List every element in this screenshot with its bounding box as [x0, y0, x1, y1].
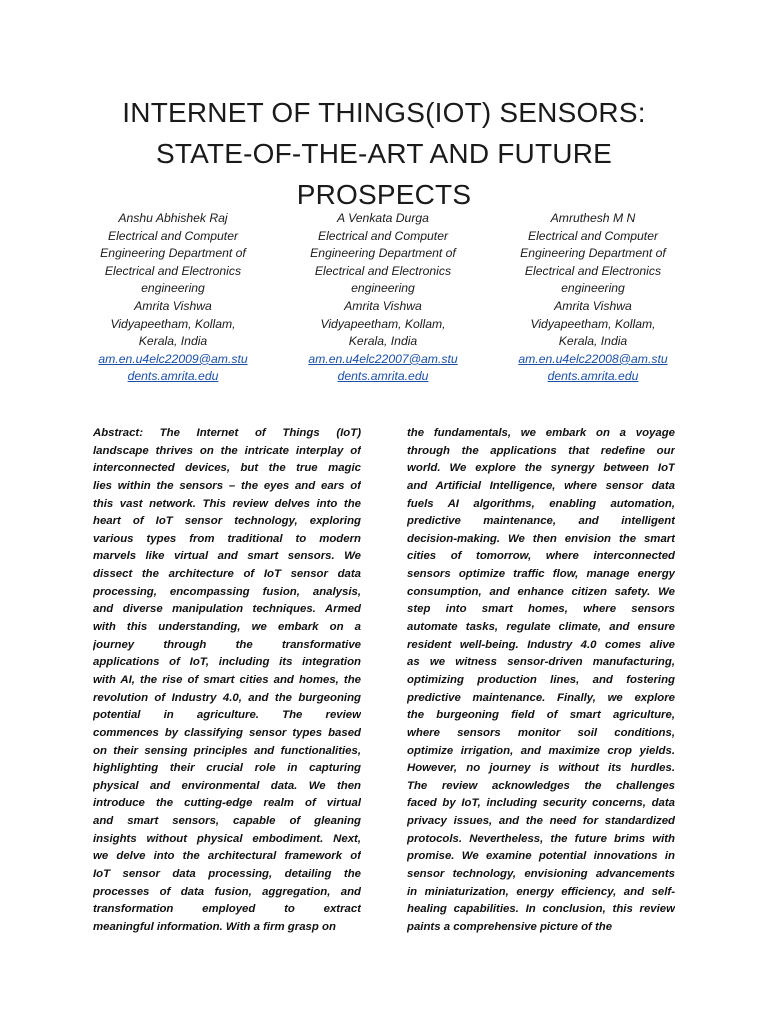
- author-email-link[interactable]: am.en.u4elc22009@am.stu: [98, 351, 248, 366]
- abstract-line: faced by IoT, including security concerns, data: [407, 797, 675, 810]
- abstract-line: resident well-being. Industry 4.0 comes alive: [407, 638, 675, 651]
- abstract-line: world. We explore the synergy between IoT: [407, 462, 675, 475]
- author-affiliation-line: Electrical and Electronics: [104, 263, 242, 278]
- author-affiliation-line: Amrita Vishwa: [344, 298, 422, 313]
- author-affiliation-line: Vidyapeetham, Kollam,: [320, 316, 446, 331]
- author-affiliation-line: Engineering Department of: [310, 246, 456, 261]
- abstract-line: heart of IoT sensor technology, exploring: [93, 515, 361, 528]
- abstract-line: on their sensing principles and functionalities,: [93, 744, 361, 757]
- author-email-link[interactable]: dents.amrita.edu: [337, 369, 429, 384]
- author-affiliation-line: Amrita Vishwa: [554, 298, 632, 313]
- author-affiliation-line: Vidyapeetham, Kollam,: [530, 316, 656, 331]
- author-affiliation-line: Electrical and Electronics: [314, 263, 452, 278]
- author-affiliation-line: Electrical and Computer: [317, 228, 449, 243]
- paper-title: [70, 92, 698, 215]
- abstract-line: introduce the cutting-edge realm of virtual: [93, 797, 361, 810]
- author-affiliation-line: Vidyapeetham, Kollam,: [110, 316, 236, 331]
- abstract-line: sensor technology, envisioning advancements: [407, 868, 675, 881]
- abstract-line: journey through the transformative: [93, 638, 361, 651]
- abstract-line: landscape thrives on the intricate interplay of: [93, 444, 361, 457]
- abstract-line: predictive maintenance, and intelligent: [407, 515, 675, 528]
- abstract-line: step into smart homes, where sensors: [407, 603, 675, 616]
- author-affiliation-line: engineering: [561, 281, 625, 296]
- author-affiliation-line: engineering: [141, 281, 205, 296]
- author-email-link[interactable]: am.en.u4elc22007@am.stu: [308, 351, 458, 366]
- author-3: [508, 210, 678, 386]
- abstract-line: cities of tomorrow, where interconnected: [407, 550, 675, 563]
- abstract-line: predictive maintenance. Finally, we explore: [407, 691, 675, 704]
- abstract-line: as we witness sensor-driven manufacturing,: [407, 656, 675, 669]
- abstract-line: promise. We examine potential innovations in: [407, 850, 675, 863]
- abstract-line: protocols. Nevertheless, the future brims with: [407, 832, 675, 845]
- author-email-link[interactable]: dents.amrita.edu: [127, 369, 219, 384]
- author-affiliation-line: Kerala, India: [138, 334, 208, 349]
- author-affiliation-line: Engineering Department of: [100, 246, 246, 261]
- title-line: INTERNET OF THINGS(IOT) SENSORS:: [122, 97, 646, 128]
- abstract-line: consumption, and enhance citizen safety. We: [407, 585, 675, 598]
- author-name: A Venkata Durga: [337, 211, 429, 225]
- abstract-line: dissect the architecture of IoT sensor data: [93, 568, 361, 581]
- abstract-left-column: [93, 425, 361, 937]
- abstract-line: automate tasks, regulate climate, and ensure: [407, 621, 675, 634]
- abstract-line: optimize irrigation, and maximize crop yields.: [407, 744, 675, 757]
- abstract-line: physical and environmental data. We then: [93, 779, 361, 792]
- abstract-line: this vast network. This review delves into the: [93, 497, 361, 510]
- abstract-line: and Artificial Intelligence, where sensor data: [407, 479, 675, 492]
- abstract-line: marvels like virtual and smart sensors. We: [93, 550, 361, 563]
- author-name: Anshu Abhishek Raj: [118, 211, 228, 225]
- abstract-line: highlighting their crucial role in capturing: [93, 762, 361, 775]
- abstract-line: commences by classifying sensor types based: [93, 726, 361, 739]
- abstract-line: with this understanding, we embark on a: [93, 621, 361, 634]
- abstract-line: in miniaturization, energy efficiency, and self-: [407, 885, 675, 898]
- abstract-line: processing, encompassing fusion, analysis,: [93, 585, 361, 598]
- author-affiliation-line: Electrical and Electronics: [524, 263, 662, 278]
- abstract-line: IoT sensor data processing, detailing the: [93, 868, 361, 881]
- abstract-line: lies within the sensors – the eyes and ears of: [93, 479, 361, 492]
- abstract-line: optimizing production lines, and fostering: [407, 673, 675, 686]
- abstract-line: The review acknowledges the challenges: [407, 779, 675, 792]
- author-affiliation-line: Electrical and Computer: [527, 228, 659, 243]
- author-affiliation-line: engineering: [351, 281, 415, 296]
- abstract-line: and diverse manipulation techniques. Armed: [93, 603, 361, 616]
- abstract-line: privacy issues, and the need for standardized: [407, 815, 675, 828]
- abstract-line: we delve into the architectural framework of: [93, 850, 361, 863]
- abstract-line: interconnected devices, but the true magic: [93, 462, 361, 475]
- abstract-line: applications of IoT, including its integration: [93, 656, 361, 669]
- abstract-line: decision-making. We then envision the smart: [407, 532, 675, 545]
- abstract-line: paints a comprehensive picture of the: [407, 920, 613, 933]
- author-email-link[interactable]: am.en.u4elc22008@am.stu: [518, 351, 668, 366]
- abstract-line: the fundamentals, we embark on a voyage: [407, 427, 675, 439]
- abstract-line: sensors optimize traffic flow, manage energy: [407, 568, 675, 581]
- abstract-line: revolution of Industry 4.0, and the burgeoning: [93, 691, 361, 704]
- author-affiliation-line: Kerala, India: [558, 334, 628, 349]
- abstract-line: through the applications that redefine our: [407, 444, 675, 457]
- author-affiliation-line: Kerala, India: [348, 334, 418, 349]
- author-email-link[interactable]: dents.amrita.edu: [547, 369, 639, 384]
- author-2: [298, 210, 468, 386]
- abstract-line: However, no journey is without its hurdles.: [407, 762, 675, 775]
- abstract-line: insights without physical embodiment. Next,: [93, 832, 361, 845]
- author-name: Amruthesh M N: [550, 211, 636, 225]
- title-line: STATE-OF-THE-ART AND FUTURE: [156, 138, 612, 169]
- abstract-line: healing capabilities. In conclusion, this review: [407, 903, 675, 916]
- title-line: PROSPECTS: [296, 179, 472, 210]
- abstract-line: with AI, the rise of smart cities and homes, the: [93, 673, 361, 686]
- author-affiliation-line: Engineering Department of: [520, 246, 666, 261]
- abstract-line: the burgeoning field of smart agriculture,: [407, 709, 675, 722]
- abstract-line: processes of data fusion, aggregation, and: [93, 885, 361, 898]
- abstract-line: transformation employed to extract: [93, 903, 361, 916]
- abstract-line: fuels AI algorithms, enabling automation,: [407, 497, 675, 510]
- abstract-line: and smart sensors, capable of gleaning: [93, 815, 361, 828]
- author-1: [88, 210, 258, 386]
- author-affiliation-line: Electrical and Computer: [107, 228, 239, 243]
- abstract-right-column: [407, 425, 675, 937]
- abstract-line: various types from traditional to modern: [93, 532, 361, 545]
- author-affiliation-line: Amrita Vishwa: [134, 298, 212, 313]
- abstract-line: potential in agriculture. The review: [93, 709, 361, 722]
- abstract-line: Abstract: The Internet of Things (IoT): [93, 427, 361, 439]
- abstract-line: meaningful information. With a firm grasp on: [93, 920, 336, 933]
- abstract-line: where sensors monitor soil conditions,: [407, 726, 675, 739]
